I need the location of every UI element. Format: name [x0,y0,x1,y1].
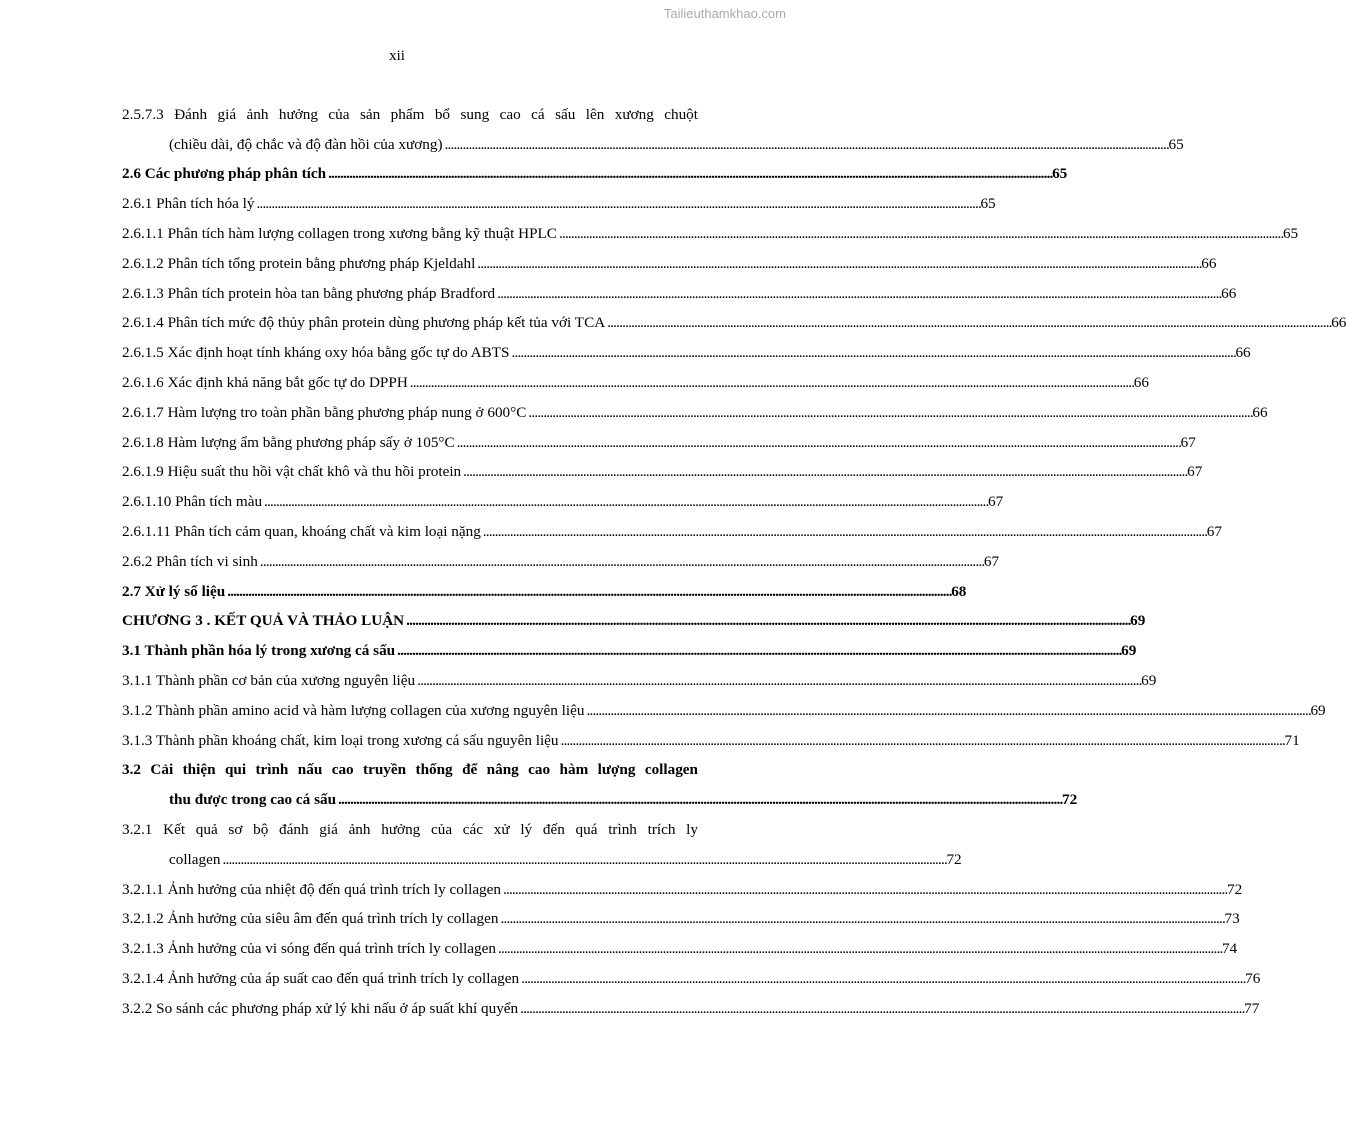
toc-entry-page: 66 [1331,314,1346,332]
toc-entry-title: 2.6.1.2 Phân tích tổng protein bằng phương pháp Kjeldahl [122,254,476,272]
toc-leader-dots [264,493,987,511]
toc-entry-page: 69 [1130,612,1146,630]
toc-leader-dots [528,404,1251,422]
toc-entry[interactable] [122,839,962,869]
toc-entry-page: 66 [1133,373,1149,391]
toc-entry[interactable] [122,273,1237,303]
toc-entry-page: 76 [1245,969,1261,987]
toc-entry[interactable] [122,541,1000,571]
toc-entry[interactable] [122,690,1326,720]
toc-entry-page: 73 [1224,910,1240,928]
toc-entry[interactable] [122,332,1251,362]
toc-leader-dots [222,851,945,869]
toc-entry-title: 3.2.1.2 Ảnh hưởng của siêu âm đến quá trình trích ly collagen [122,910,499,928]
toc-leader-dots [561,732,1284,750]
toc-entry[interactable] [122,481,1004,511]
toc-leader-dots [500,910,1223,928]
toc-leader-dots [406,612,1129,630]
toc-entry-title: 2.6.1.5 Xác định hoạt tính kháng oxy hóa bằng gốc tự do ABTS [122,344,510,362]
toc-entry-page: 67 [983,552,1000,570]
toc-entry-page: 66 [1221,284,1237,302]
toc-entry[interactable] [122,779,1078,809]
toc-entry[interactable] [122,362,1149,392]
toc-entry-title: 2.6.2 Phân tích vi sinh [122,552,258,570]
toc-entry-title: 3.2.1.3 Ảnh hưởng của vi sóng đến quá trình trích ly collagen [122,940,496,958]
toc-entry-title: 3.2.2 So sánh các phương pháp xử lý khi nấu ở áp suất khí quyển [122,999,519,1017]
toc-entry[interactable] [122,809,698,839]
toc-entry[interactable] [122,869,1243,899]
toc-entry-title: 2.6.1.4 Phân tích mức độ thủy phân protein dùng phương pháp kết tủa với TCA [122,314,606,332]
toc-entry-page: 65 [1052,165,1068,183]
toc-entry[interactable] [122,720,1300,750]
toc-entry-page: 71 [1284,731,1300,749]
toc-entry[interactable] [122,630,1137,660]
toc-entry-title: thu được trong cao cá sấu [169,791,337,809]
toc-entry-title: 2.6.1.3 Phân tích protein hòa tan bằng phương pháp Bradford [122,284,496,302]
toc-entry[interactable] [122,154,1068,184]
toc-entry-page: 69 [1310,701,1326,719]
toc-entry-title: collagen [169,850,221,868]
toc-entry-title: 2.6 Các phương pháp phân tích [122,165,327,183]
toc-entry-title: 3.1.2 Thành phần amino acid và hàm lượng collagen của xương nguyên liệu [122,701,585,719]
toc-entry[interactable] [122,899,1240,929]
toc-entry-title: 2.6.1.8 Hàm lượng ẩm bằng phương pháp sấy ở 105°C [122,433,455,451]
toc-leader-dots [445,136,1168,154]
toc-leader-dots [607,314,1330,332]
toc-entry-page: 66 [1252,403,1268,421]
toc-entry-title: 2.6.1.9 Hiệu suất thu hồi vật chất khô và thu hồi protein [122,463,462,481]
toc-entry-page: 69 [1141,671,1157,689]
toc-entry-page: 67 [1187,463,1203,481]
toc-entry-page: 72 [1227,880,1243,898]
toc-entry-title: 3.2.1.4 Ảnh hưởng của áp suất cao đến quá trình trích ly collagen [122,969,520,987]
toc-entry[interactable] [122,94,698,124]
toc-entry-title: 3.1.1 Thành phần cơ bản của xương nguyên liệu [122,671,416,689]
toc-entry-title: 2.6.1.7 Hàm lượng tro toàn phần bằng phương pháp nung ở 600°C [122,403,527,421]
toc-entry-title: 2.6.1.1 Phân tích hàm lượng collagen trong xương bằng kỹ thuật HPLC [122,224,557,242]
toc-leader-dots [227,583,950,601]
toc-leader-dots [498,940,1221,958]
toc-leader-dots [457,434,1180,452]
toc-entry-page: 67 [1180,433,1196,451]
toc-entry-page: 72 [1062,791,1078,809]
toc-entry[interactable] [122,958,1261,988]
toc-entry-title: 2.7 Xử lý số liệu [122,582,226,600]
table-of-contents [122,94,1346,1018]
toc-entry[interactable] [122,660,1157,690]
toc-leader-dots [559,225,1282,243]
toc-entry[interactable] [122,213,1299,243]
toc-entry[interactable] [122,303,1346,333]
toc-entry-page: 72 [946,850,962,868]
toc-entry-page: 68 [951,582,967,600]
toc-entry[interactable] [122,750,698,780]
toc-entry[interactable] [122,124,1184,154]
toc-entry-page: 74 [1221,940,1238,958]
toc-leader-dots [338,791,1061,809]
toc-entry[interactable] [122,988,1260,1018]
toc-entry-title: 2.5.7.3 Đánh giá ảnh hưởng của sản phẩm bổ sung cao cá sấu lên xương chuột [122,105,698,123]
toc-entry[interactable] [122,571,967,601]
toc-entry-page: 65 [1282,224,1299,242]
toc-leader-dots [497,285,1220,303]
toc-leader-dots [256,195,979,213]
toc-entry[interactable] [122,511,1222,541]
toc-leader-dots [410,374,1133,392]
toc-entry[interactable] [122,452,1203,482]
toc-entry-title: 3.1 Thành phần hóa lý trong xương cá sấu [122,642,396,660]
toc-entry-page: 66 [1235,344,1251,362]
toc-entry-title: 2.6.1.11 Phân tích cảm quan, khoáng chất và kim loại nặng [122,522,481,540]
toc-entry-title: CHƯƠNG 3 . KẾT QUẢ VÀ THẢO LUẬN [122,612,405,630]
toc-leader-dots [477,255,1200,273]
toc-entry-page: 66 [1201,254,1217,272]
page-number: xii [389,48,405,64]
toc-entry[interactable] [122,243,1217,273]
toc-leader-dots [586,702,1309,720]
toc-leader-dots [397,642,1120,660]
toc-entry-title: 2.6.1.10 Phân tích màu [122,493,263,511]
toc-entry-title: 3.2 Cải thiện qui trình nấu cao truyền thống để nâng cao hàm lượng collagen [122,761,698,779]
toc-leader-dots [521,970,1244,988]
toc-leader-dots [260,553,983,571]
toc-entry-page: 69 [1121,642,1137,660]
toc-entry[interactable] [122,392,1268,422]
toc-entry-title: 3.1.3 Thành phần khoáng chất, kim loại trong xương cá sấu nguyên liệu [122,731,559,749]
toc-leader-dots [417,672,1140,690]
toc-leader-dots [463,463,1186,481]
toc-entry[interactable] [122,928,1238,958]
toc-entry-page: 65 [1168,135,1184,153]
watermark: Tailieuthamkhao.com [663,6,786,21]
toc-entry-page: 67 [1206,522,1222,540]
toc-entry-title: 2.6.1.6 Xác định khả năng bắt gốc tự do DPPH [122,373,408,391]
toc-entry-page: 77 [1244,999,1260,1017]
toc-entry-title: (chiều dài, độ chắc và độ đàn hồi của xương) [169,135,443,153]
toc-leader-dots [503,881,1226,899]
toc-entry-page: 65 [980,195,996,213]
toc-entry[interactable] [122,422,1196,452]
toc-entry[interactable] [122,183,996,213]
toc-leader-dots [520,1000,1243,1018]
toc-leader-dots [483,523,1206,541]
toc-entry-page: 67 [988,493,1004,511]
toc-entry-title: 3.2.1.1 Ảnh hưởng của nhiệt độ đến quá trình trích ly collagen [122,880,501,898]
toc-leader-dots [328,165,1051,183]
toc-entry-title: 2.6.1 Phân tích hóa lý [122,195,255,213]
toc-leader-dots [511,344,1234,362]
toc-entry[interactable] [122,601,1146,631]
toc-entry-title: 3.2.1 Kết quả sơ bộ đánh giá ảnh hưởng của các xử lý đến quá trình trích ly [122,820,698,838]
